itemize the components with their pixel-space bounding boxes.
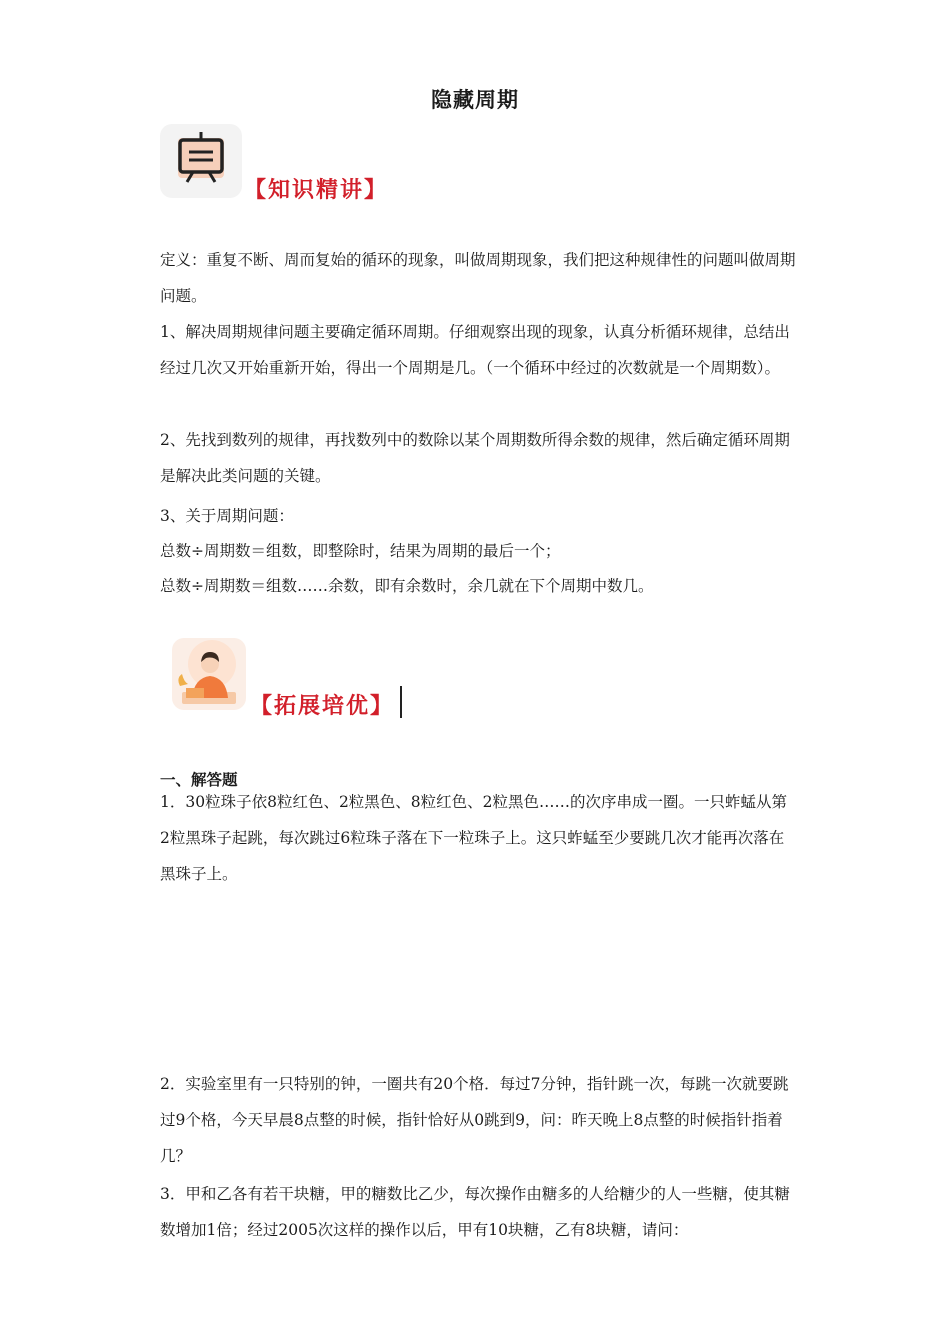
section-banner-extension: 【拓展培优】 [250,693,395,719]
teacher-avatar-icon [172,638,246,710]
point-3-text: 3、关于周期问题： [160,507,294,525]
formula-2-text: 总数÷周期数＝组数……余数，即有余数时，余几就在下个周期中数几。 [160,577,654,595]
question-1-text: 1．30粒珠子依8粒红色、2粒黑色、8粒红色、2粒黑色……的次序串成一圈。一只蚱蜢从第2粒黑珠子起跳，每次跳过6粒珠子落在下一粒珠子上。这只蚱蜢至少要跳几次才能再次落在黑珠子上。 [160,793,788,883]
question-2-text: 2．实验室里有一只特别的钟，一圈共有20个格．每过7分钟，指针跳一次，每跳一次就要跳过9个格，今天早晨8点整的时候，指针恰好从0跳到9，问：昨天晚上8点整的时候指针指着几？ [160,1075,789,1165]
presentation-board-icon [160,124,242,198]
section-banner-knowledge: 【知识精讲】 [244,177,389,203]
point-2-text: 2、先找到数列的规律，再找数列中的数除以某个周期数所得余数的规律，然后确定循环周期是解决此类问题的关键。 [160,431,790,485]
text-cursor [400,686,402,718]
definition-text: 定义：重复不断、周而复始的循环的现象，叫做周期现象，我们把这种规律性的问题叫做周期问题。 [160,251,796,305]
question-3-text: 3．甲和乙各有若干块糖，甲的糖数比乙少，每次操作由糖多的人给糖少的人一些糖，使其糖数增加1倍；经过2005次这样的操作以后，甲有10块糖，乙有8块糖，请问： [160,1185,790,1239]
formula-1-text: 总数÷周期数＝组数，即整除时，结果为周期的最后一个； [160,542,561,560]
point-1-text: 1、解决周期规律问题主要确定循环周期。仔细观察出现的现象，认真分析循环规律，总结出经过几次又开始重新开始，得出一个周期是几。（一个循环中经过的次数就是一个周期数）。 [160,323,790,377]
page-title: 隐藏周期 [431,88,519,112]
section-heading-answers: 一、解答题 [160,771,238,789]
